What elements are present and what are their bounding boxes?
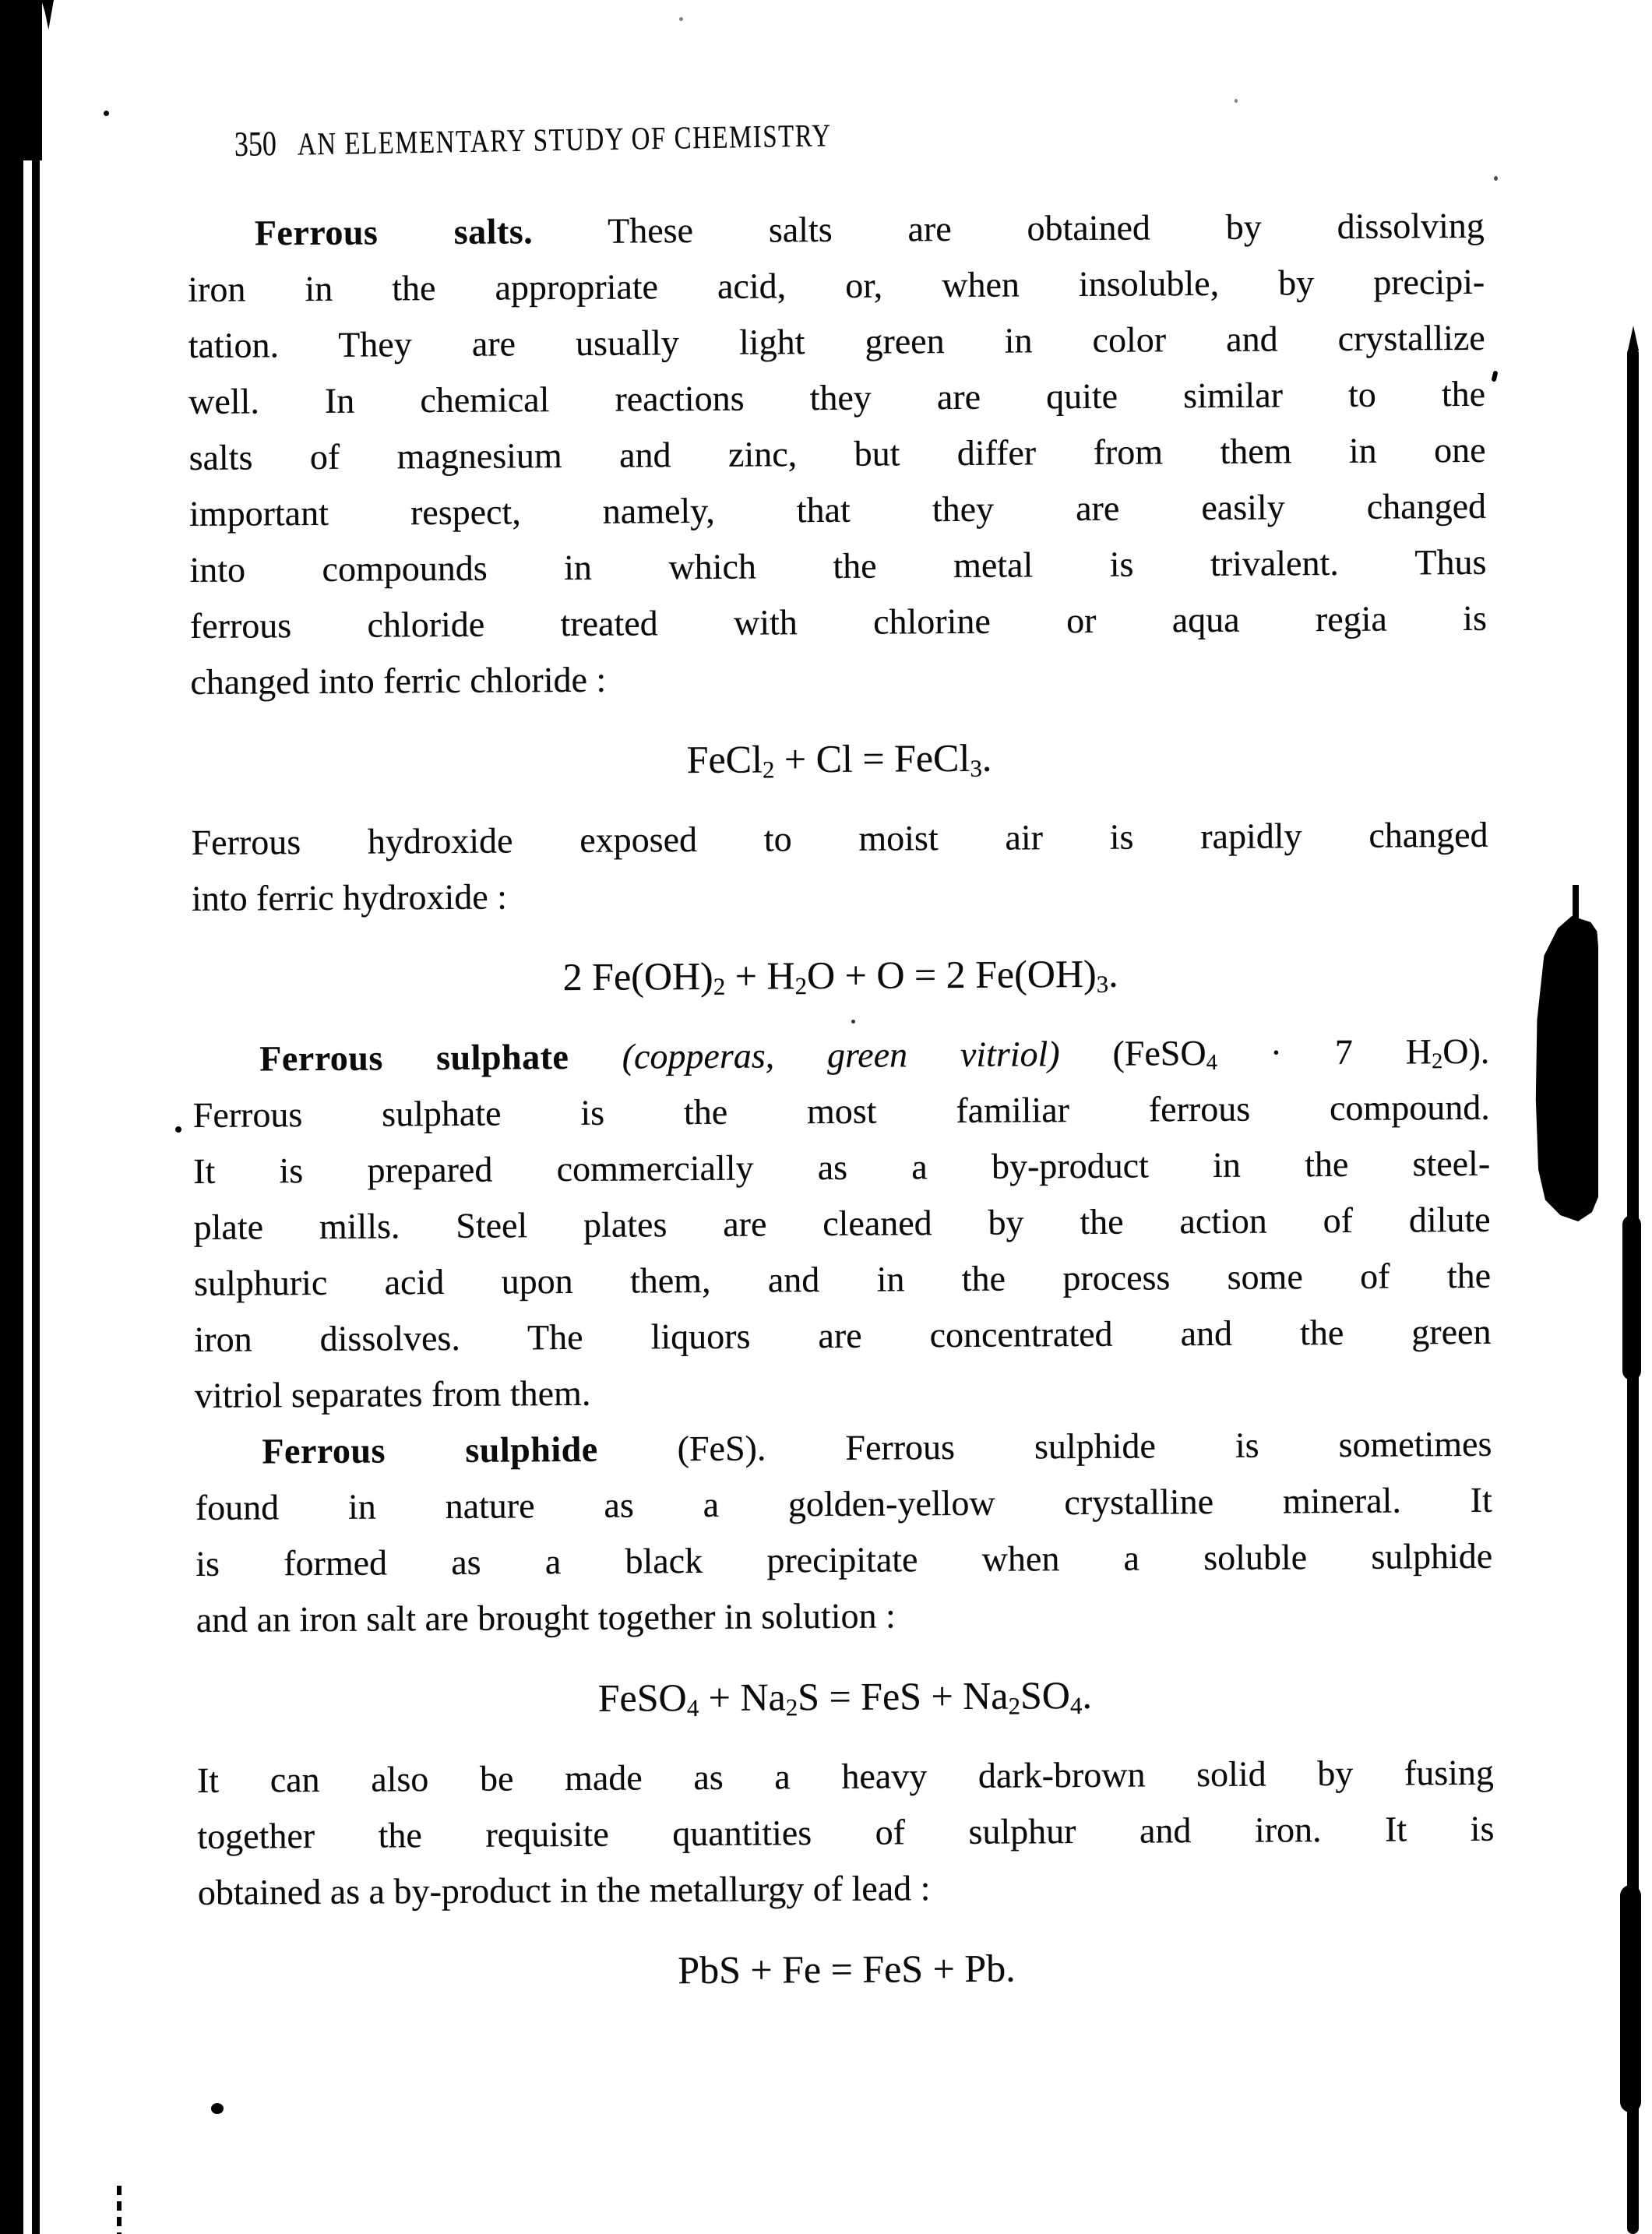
paragraph-ferrous-sulphate: [192, 1024, 1492, 1424]
text-line: well. In chemical reactions they are quite similar to the: [188, 373, 1486, 421]
paragraph-ferrous-salts: [188, 198, 1488, 710]
binding-ink-curl: [41, 0, 54, 30]
margin-ink-blot: [1535, 916, 1598, 1221]
text-line: iron dissolves. The liquors are concentrated and the green: [194, 1311, 1492, 1359]
text-line: tation. They are usually light green in color and crystallize: [188, 317, 1485, 365]
text-line: important respect, namely, that they are easily changed: [188, 485, 1487, 534]
text-line: Ferrous sulphide (FeS). Ferrous sulphide is sometimes: [262, 1423, 1492, 1471]
ink-speck: [211, 2103, 224, 2114]
page-header: [187, 107, 1225, 174]
text-line: Ferrous salts. These salts are obtained by dissolving: [254, 205, 1485, 253]
text-line: Ferrous hydroxide exposed to moist air is rapidly changed: [191, 814, 1488, 862]
text-line: together the requisite quantities of sulphur and iron. It is: [197, 1808, 1495, 1856]
ink-dash-mark: [117, 2186, 122, 2234]
paragraph-ferrous-hydroxide: [191, 807, 1488, 927]
text-line: changed into ferric chloride :: [190, 659, 607, 702]
text-line: ferrous chloride treated with chlorine or aqua regia is: [189, 597, 1488, 646]
equation-lead-displacement: PbS + Fe = FeS + Pb.: [678, 1946, 1016, 1993]
running-title: AN ELEMENTARY STUDY OF CHEMISTRY: [297, 117, 833, 162]
paragraph-sulphide-by-fusion: [197, 1745, 1495, 1921]
text-line: plate mills. Steel plates are cleaned by the action of dilute: [193, 1199, 1491, 1247]
text-column: [187, 117, 1495, 2025]
text-line: obtained as a by-product in the metallurgy of lead :: [197, 1868, 931, 1912]
text-line: salts of magnesium and zinc, but differ from them in one: [188, 429, 1486, 477]
equation-ferrous-to-ferric-chloride: FeCl$_2$ + Cl = FeCl$_3$.: [686, 735, 992, 784]
ink-speck: [679, 17, 683, 21]
text-line: It can also be made as a heavy dark-brown solid by fusing: [196, 1752, 1495, 1800]
page-number: 350: [234, 124, 277, 164]
ink-speck: [175, 1126, 181, 1133]
text-line: sulphuric acid upon them, and in the process some of the: [193, 1255, 1492, 1303]
text-line: into compounds in which the metal is trivalent. Thus: [189, 541, 1487, 590]
text-line: It is prepared commercially as a by-product in the steel-: [193, 1143, 1491, 1191]
binding-ink-strip: [0, 0, 23, 2234]
text-line: is formed as a black precipitate when a soluble sulphide: [195, 1535, 1493, 1584]
text-line: into ferric hydroxide :: [191, 876, 508, 918]
ink-speck: [104, 111, 109, 116]
equation-ferrous-sulphide-precipitation: FeSO$_4$ + $Na_2S$ = FeS + $Na_2SO_4$.: [597, 1672, 1093, 1721]
binding-ink-line: [32, 0, 40, 2234]
ink-speck: [1494, 176, 1498, 181]
text-line: Ferrous sulphate (copperas, green vitriol) (FeSO$_4$ · 7 $H_2O$).: [259, 1031, 1490, 1079]
ink-speck: [1491, 370, 1498, 382]
text-line: Ferrous sulphate is the most familiar ferrous compound.: [192, 1087, 1490, 1135]
page-edge-ink-bulge: [1622, 1215, 1641, 1380]
text-line: vitriol separates from them.: [194, 1372, 591, 1415]
text-line: and an iron salt are brought together in solution :: [195, 1595, 896, 1640]
ink-speck: [1235, 99, 1238, 103]
text-line: iron in the appropriate acid, or, when insoluble, by precipi-: [188, 261, 1485, 309]
equation-ferrous-to-ferric-hydroxide: 2 $Fe(OH)_2 + H_2O + O = 2$ $Fe(OH)_3$.: [562, 951, 1118, 1000]
binding-ink-cap: [0, 0, 42, 160]
paragraph-ferrous-sulphide: [195, 1416, 1493, 1648]
page-edge-ink-bulge: [1620, 1885, 1641, 2112]
text-line: found in nature as a golden-yellow crystalline mineral. It: [195, 1479, 1492, 1528]
